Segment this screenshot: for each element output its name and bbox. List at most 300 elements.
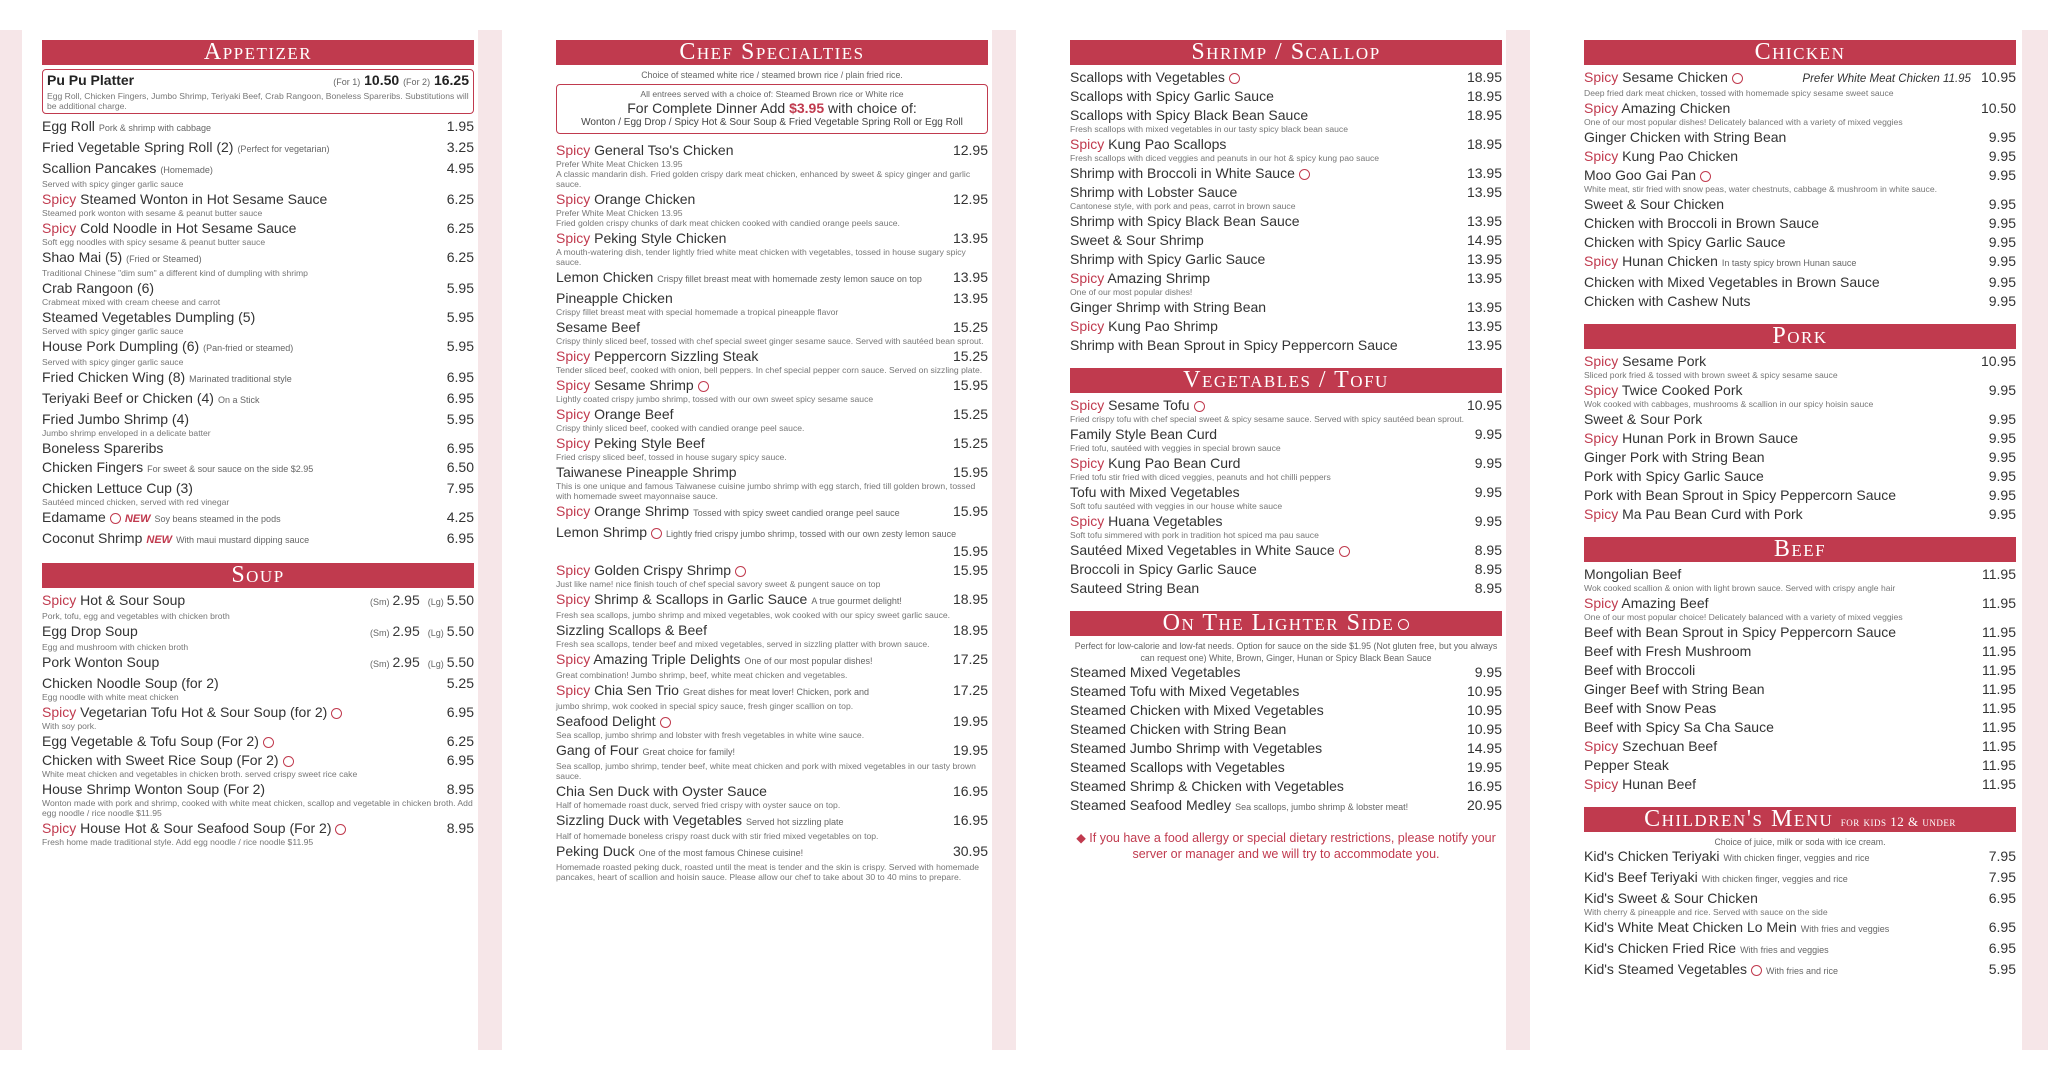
menu-item-name: Kid's Chicken Teriyaki <box>1584 848 1720 864</box>
menu-item-name: Steamed Jumbo Shrimp with Vegetables <box>1070 740 1323 756</box>
menu-item[interactable] <box>1584 382 2016 409</box>
menu-section <box>42 40 474 549</box>
menu-item-price: 6.95 <box>446 390 474 406</box>
menu-item-price: 11.95 <box>1982 719 2016 735</box>
menu-item-name-wrap <box>556 191 695 208</box>
menu-item-price-group <box>333 72 469 91</box>
menu-item[interactable] <box>1584 961 2016 980</box>
menu-item-name-wrap <box>1584 776 1696 793</box>
menu-item-name-wrap <box>42 781 265 798</box>
spicy-label: Spicy <box>42 704 81 720</box>
menu-item[interactable] <box>1070 136 1502 163</box>
menu-item[interactable] <box>42 752 474 779</box>
menu-item-name: Chia Sen Duck with Oyster Sauce <box>556 783 767 799</box>
menu-item-desc: Half of homemade boneless crispy roast duck with stir fried mixed vegetables on top. <box>556 831 879 841</box>
menu-item[interactable] <box>42 280 474 307</box>
menu-item-name: Cold Noodle in Hot Sesame Sauce <box>80 220 297 236</box>
menu-item-price: 9.95 <box>1988 293 2016 309</box>
menu-item-name: Sesame Tofu <box>1108 397 1190 413</box>
section-header <box>556 40 988 65</box>
menu-item-name: Pepper Steak <box>1584 757 1669 773</box>
menu-item-desc: Half of homemade roast duck, served fried crispy with oyster sauce on top. <box>556 800 841 810</box>
menu-item-desc: Fried crispy tofu with chef special sweet & spicy sesame sauce. Served with spicy sautéed bean sprout. <box>1070 414 1465 424</box>
menu-item[interactable] <box>1070 484 1502 511</box>
menu-item-name-wrap <box>1070 721 1286 738</box>
menu-item-name-wrap <box>1070 580 1199 597</box>
menu-item-name-wrap <box>1584 234 1786 251</box>
menu-item[interactable] <box>1584 940 2016 959</box>
menu-item[interactable] <box>1584 662 2016 679</box>
menu-item[interactable] <box>1070 184 1502 211</box>
menu-item[interactable] <box>42 459 474 478</box>
menu-item-price: 10.95 <box>1466 397 1502 413</box>
menu-item[interactable] <box>1070 513 1502 540</box>
menu-item-price: 13.95 <box>1466 337 1502 353</box>
menu-item-name-wrap <box>1070 232 1204 249</box>
menu-item-name-wrap <box>1070 165 1310 182</box>
spicy-label: Spicy <box>42 592 81 608</box>
menu-item-name: Amazing Beef <box>1621 595 1709 611</box>
menu-item[interactable] <box>556 464 988 501</box>
menu-item-name: Orange Beef <box>594 406 674 422</box>
menu-item-price: 2.95 <box>392 654 420 670</box>
menu-item-name: House Hot & Sour Seafood Soup (For 2) <box>80 820 332 836</box>
menu-item[interactable] <box>1584 643 2016 660</box>
menu-item[interactable] <box>556 142 988 189</box>
menu-item-desc: Fresh scallops with mixed vegetables in our tasty spicy black bean sauce <box>1070 124 1349 134</box>
menu-item-price: 9.95 <box>1988 274 2016 290</box>
menu-item[interactable] <box>1584 890 2016 917</box>
menu-item-name: House Shrimp Wonton Soup (For 2) <box>42 781 266 797</box>
menu-item[interactable] <box>42 411 474 438</box>
menu-item-price: 6.95 <box>1988 919 2016 935</box>
menu-item[interactable] <box>42 480 474 507</box>
menu-item-name-wrap <box>556 742 735 761</box>
menu-item-name: Fried Chicken Wing (8) <box>42 369 186 385</box>
menu-item-name: Moo Goo Gai Pan <box>1584 167 1697 183</box>
menu-item-desc: Sliced pork fried & tossed with brown sweet & spicy sesame sauce <box>1584 370 1838 380</box>
menu-item-inline-note: For sweet & sour sauce on the side $2.95 <box>147 464 314 474</box>
menu-item-name-wrap <box>1584 738 1717 755</box>
menu-item-name: Pork with Spicy Garlic Sauce <box>1584 468 1764 484</box>
menu-section <box>1584 537 2016 793</box>
menu-item[interactable] <box>1584 776 2016 793</box>
menu-item[interactable] <box>1584 449 2016 466</box>
menu-item[interactable] <box>556 503 988 522</box>
spicy-label: Spicy <box>1584 595 1622 611</box>
section-title: Vegetables / Tofu <box>1183 367 1389 393</box>
menu-item-name: Boneless Spareribs <box>42 440 164 456</box>
menu-item-inline-note: A true gourmet delight! <box>811 596 902 606</box>
menu-item[interactable] <box>42 623 474 652</box>
menu-item[interactable] <box>42 781 474 818</box>
menu-item[interactable] <box>1070 778 1502 795</box>
menu-item[interactable] <box>1584 719 2016 736</box>
section-note: Perfect for low-calorie and low-fat needs. Option for sauce on the side $1.95 (Not gluten free, but you always can request one) White, Brown, Ginger, Hunan or Spicy Black Bean Sauce <box>1074 641 1498 663</box>
menu-item-name-wrap <box>556 682 869 701</box>
menu-item[interactable] <box>1070 318 1502 335</box>
menu-item[interactable] <box>1584 196 2016 213</box>
menu-item-name-wrap <box>1070 683 1299 700</box>
menu-item-name: Steamed Mixed Vegetables <box>1070 664 1241 680</box>
menu-item-name: Hot & Sour Soup <box>80 592 186 608</box>
menu-item-name-wrap <box>1070 213 1300 230</box>
menu-item[interactable] <box>1584 738 2016 755</box>
menu-item[interactable] <box>556 622 988 649</box>
menu-item[interactable] <box>556 591 988 620</box>
menu-item[interactable] <box>1584 869 2016 888</box>
menu-item[interactable] <box>556 682 988 711</box>
menu-item-desc: Homemade roasted peking duck, roasted until the meat is tender and the skin is crispy. Served with homemade pancakes, heart of scallion and hoisin sauce. Please allow our chef to take about 30 to 40 mins to prepare. <box>556 862 980 882</box>
menu-item-name-wrap <box>556 713 671 730</box>
menu-item[interactable] <box>42 390 474 409</box>
menu-item[interactable] <box>556 562 988 589</box>
menu-item[interactable] <box>42 704 474 731</box>
menu-item-name-wrap <box>42 309 255 326</box>
menu-item-desc: Jumbo shrimp enveloped in a delicate batter <box>42 428 211 438</box>
menu-item-inline-note: One of the most famous Chinese cuisine! <box>638 848 804 858</box>
menu-item[interactable] <box>1070 88 1502 105</box>
menu-item[interactable] <box>556 742 988 781</box>
menu-item-name: Sizzling Duck with Vegetables <box>556 812 742 828</box>
menu-item[interactable] <box>1584 148 2016 165</box>
menu-item[interactable] <box>556 812 988 841</box>
menu-item-desc: One of our most popular dishes! Delicately balanced with a variety of mixed veggies <box>1584 117 1903 127</box>
menu-item-name-wrap <box>42 459 313 478</box>
menu-item-price: 13.95 <box>952 230 988 246</box>
menu-item[interactable] <box>42 733 474 750</box>
menu-item-inline-note: Great dishes for meat lover! Chicken, pork and <box>682 687 870 697</box>
menu-item[interactable] <box>556 348 988 375</box>
menu-item-inline-note: (Homemade) <box>160 165 213 175</box>
menu-item-name-wrap <box>556 435 705 452</box>
menu-item-price: 9.95 <box>1474 455 1502 471</box>
menu-item[interactable] <box>1070 397 1502 424</box>
section-title: Children's Menu <box>1644 806 1834 832</box>
menu-item-name: Beef with Bean Sprout in Spicy Peppercorn Sauce <box>1584 624 1897 640</box>
menu-item-name-wrap <box>556 290 673 307</box>
menu-item[interactable] <box>42 160 474 189</box>
menu-item-name: Steamed Tofu with Mixed Vegetables <box>1070 683 1300 699</box>
menu-item[interactable] <box>42 509 474 528</box>
menu-item-name: Peking Duck <box>556 843 635 859</box>
section-title: Chef Specialties <box>679 39 865 65</box>
menu-item[interactable] <box>1070 107 1502 134</box>
menu-item-desc: White meat chicken and vegetables in chicken broth. served crispy sweet rice cake <box>42 769 358 779</box>
menu-item[interactable] <box>1584 848 2016 867</box>
menu-item[interactable] <box>1070 683 1502 700</box>
menu-item-name: Chicken with Broccoli in Brown Sauce <box>1584 215 1819 231</box>
menu-item[interactable] <box>556 406 988 433</box>
menu-item[interactable] <box>1070 69 1502 86</box>
menu-item[interactable] <box>1584 506 2016 523</box>
menu-item-price: 8.95 <box>1474 561 1502 577</box>
menu-item[interactable] <box>42 249 474 278</box>
box-price: $3.95 <box>789 100 825 116</box>
menu-item-price: 9.95 <box>1988 487 2016 503</box>
menu-item-featured[interactable] <box>42 69 474 114</box>
menu-item-name: Seafood Delight <box>556 713 656 729</box>
menu-item-name: Chia Sen Trio <box>594 682 679 698</box>
menu-item[interactable] <box>1584 129 2016 146</box>
menu-item[interactable] <box>1070 426 1502 453</box>
menu-item[interactable] <box>42 369 474 388</box>
menu-item-name: Kid's Chicken Fried Rice <box>1584 940 1737 956</box>
chili-pepper-icon <box>335 824 346 835</box>
menu-item-name-wrap <box>1584 129 1786 146</box>
menu-item-name-wrap <box>556 622 707 639</box>
menu-item-price: 17.25 <box>952 651 988 667</box>
menu-item-name-wrap <box>1584 293 1751 310</box>
spicy-label: Spicy <box>1070 397 1109 413</box>
menu-item-price: 5.95 <box>446 280 474 296</box>
section-title: Shrimp / Scallop <box>1191 39 1381 65</box>
menu-item-name: Coconut Shrimp <box>42 530 143 546</box>
menu-item[interactable] <box>1584 919 2016 938</box>
menu-item-name: Sesame Pork <box>1622 353 1707 369</box>
chili-pepper-icon <box>331 708 342 719</box>
menu-item-inline-note: With fries and veggies <box>1800 924 1890 934</box>
menu-item-inline-note: Crispy fillet breast meat with homemade zesty lemon sauce on top <box>657 274 922 284</box>
menu-item-name-wrap <box>1584 382 1742 399</box>
menu-item[interactable] <box>42 309 474 336</box>
menu-item[interactable] <box>1070 270 1502 297</box>
menu-item-name: Shrimp & Scallops in Garlic Sauce <box>594 591 808 607</box>
menu-item-name-wrap <box>556 524 956 543</box>
menu-item-name-wrap <box>42 160 213 179</box>
menu-item[interactable] <box>1070 580 1502 597</box>
menu-item[interactable] <box>1584 69 2016 98</box>
menu-item[interactable] <box>1584 624 2016 641</box>
menu-item-desc: Crispy thinly sliced beef, cooked with candied orange peel sauce. <box>556 423 805 433</box>
menu-item[interactable] <box>1584 566 2016 593</box>
menu-item[interactable] <box>1070 740 1502 757</box>
menu-item-price: 11.95 <box>1982 662 2016 678</box>
menu-item[interactable] <box>1584 757 2016 774</box>
menu-item[interactable] <box>1070 759 1502 776</box>
menu-item-name: Ginger Chicken with String Bean <box>1584 129 1787 145</box>
menu-item-price: 5.50 <box>446 654 474 670</box>
size-label: (Lg) <box>427 628 444 638</box>
menu-item-name: Steamed Seafood Medley <box>1070 797 1232 813</box>
menu-item[interactable] <box>1070 455 1502 482</box>
menu-item[interactable] <box>1584 487 2016 504</box>
menu-item-price: 9.95 <box>1474 664 1502 680</box>
menu-item-name: Crab Rangoon (6) <box>42 280 155 296</box>
menu-item-price: 19.95 <box>952 742 988 758</box>
menu-item-desc: Fried crispy sliced beef, tossed in house sugary spicy sauce. <box>556 452 787 462</box>
box-line-2a: For Complete Dinner Add <box>627 100 786 116</box>
menu-item[interactable] <box>1584 353 2016 380</box>
menu-item[interactable] <box>556 524 988 560</box>
menu-item-inline-note: (Pan-fried or steamed) <box>203 343 294 353</box>
menu-item[interactable] <box>1584 595 2016 622</box>
menu-item[interactable] <box>1584 253 2016 272</box>
chili-pepper-icon <box>1751 965 1762 976</box>
menu-item[interactable] <box>1070 561 1502 578</box>
menu-item[interactable] <box>1584 293 2016 310</box>
menu-item-name-wrap <box>1584 167 1711 184</box>
menu-item-price: 17.25 <box>952 682 988 698</box>
menu-item[interactable] <box>556 783 988 810</box>
menu-item-price: 13.95 <box>952 269 988 285</box>
menu-item[interactable] <box>556 435 988 462</box>
menu-item-name-wrap <box>42 390 259 409</box>
size-label: (Sm) <box>369 628 390 638</box>
menu-item[interactable] <box>1584 234 2016 251</box>
section-note: Choice of steamed white rice / steamed brown rice / plain fried rice. <box>641 70 903 80</box>
menu-item-price: 10.50 <box>1980 100 2016 116</box>
menu-item-price: 1.95 <box>446 118 474 134</box>
menu-item[interactable] <box>1070 299 1502 316</box>
menu-item[interactable] <box>556 290 988 317</box>
menu-item-inline-note: With fries and veggies <box>1740 945 1829 955</box>
menu-item-price: 9.95 <box>1988 129 2016 145</box>
menu-item[interactable] <box>1584 100 2016 127</box>
menu-item[interactable] <box>1070 721 1502 738</box>
menu-item[interactable] <box>42 440 474 457</box>
menu-item-price: 6.95 <box>446 530 474 546</box>
menu-item-name: Pork Wonton Soup <box>42 654 160 670</box>
menu-item[interactable] <box>42 820 474 847</box>
menu-item-price: 16.95 <box>952 812 988 828</box>
menu-item[interactable] <box>1070 797 1502 816</box>
menu-item[interactable] <box>556 230 988 267</box>
menu-item-name-wrap <box>1070 318 1218 335</box>
menu-item-price: 4.25 <box>446 509 474 525</box>
menu-item[interactable] <box>42 338 474 367</box>
menu-item-name-wrap <box>1070 397 1205 414</box>
menu-item[interactable] <box>42 139 474 158</box>
menu-item-name-wrap <box>1584 253 1856 272</box>
menu-item-inline-note: (Perfect for vegetarian) <box>237 144 330 154</box>
gutter-3 <box>1506 30 1530 1050</box>
gutter-1 <box>478 30 502 1050</box>
menu-item[interactable] <box>1070 165 1502 182</box>
spicy-label: Spicy <box>556 435 595 451</box>
menu-item-name-wrap <box>1584 411 1702 428</box>
spicy-label: Spicy <box>1584 506 1623 522</box>
menu-item-price: 15.25 <box>952 406 988 422</box>
menu-item-name-wrap <box>1070 136 1226 153</box>
menu-item-name: Chicken Lettuce Cup (3) <box>42 480 193 496</box>
menu-item-name: Steamed Chicken with String Bean <box>1070 721 1287 737</box>
menu-item-price: 13.95 <box>1466 184 1502 200</box>
menu-item[interactable] <box>556 269 988 288</box>
menu-item[interactable] <box>42 191 474 218</box>
menu-item-name: Sweet & Sour Shrimp <box>1070 232 1204 248</box>
menu-item-price: 19.95 <box>952 713 988 729</box>
menu-item[interactable] <box>1584 274 2016 291</box>
menu-item-name: Sweet & Sour Pork <box>1584 411 1703 427</box>
menu-item-name-wrap <box>1584 700 1716 717</box>
menu-item-subline: Prefer White Meat Chicken 13.95 <box>556 159 683 169</box>
menu-item[interactable] <box>1070 702 1502 719</box>
menu-item-name-wrap <box>1070 251 1265 268</box>
menu-item[interactable] <box>1584 411 2016 428</box>
menu-item-name-wrap <box>42 118 211 137</box>
chili-pepper-icon <box>1732 73 1743 84</box>
menu-item[interactable] <box>556 713 988 740</box>
menu-item[interactable] <box>1584 167 2016 194</box>
menu-item-name: Hunan Pork in Brown Sauce <box>1622 430 1798 446</box>
menu-item[interactable] <box>42 654 474 673</box>
menu-item-name: Golden Crispy Shrimp <box>594 562 732 578</box>
menu-item-name: Twice Cooked Pork <box>1621 382 1743 398</box>
menu-item-name: Shrimp with Spicy Black Bean Sauce <box>1070 213 1300 229</box>
menu-item[interactable] <box>1584 468 2016 485</box>
menu-item[interactable] <box>42 675 474 702</box>
menu-item-name: Kid's Beef Teriyaki <box>1584 869 1698 885</box>
menu-item[interactable] <box>556 651 988 680</box>
menu-item[interactable] <box>1584 215 2016 232</box>
section-header <box>1070 611 1502 636</box>
menu-item-name: Beef with Fresh Mushroom <box>1584 643 1752 659</box>
menu-item[interactable] <box>1584 430 2016 447</box>
menu-section <box>556 40 988 882</box>
menu-item-price: 13.95 <box>1466 299 1502 315</box>
spicy-label: Spicy <box>42 220 81 236</box>
menu-item-name-wrap <box>1584 506 1803 523</box>
menu-item[interactable] <box>1584 681 2016 698</box>
menu-item[interactable] <box>1070 232 1502 249</box>
menu-item[interactable] <box>556 319 988 346</box>
menu-item-name: Chicken with Mixed Vegetables in Brown Sauce <box>1584 274 1880 290</box>
menu-item[interactable] <box>42 530 474 549</box>
section-subtitle: for kids 12 & under <box>1840 814 1956 829</box>
section-header <box>1070 40 1502 65</box>
menu-item-price: 9.95 <box>1988 148 2016 164</box>
menu-item-name-wrap <box>1584 430 1798 447</box>
menu-item[interactable] <box>556 377 988 404</box>
menu-item-name: Amazing Triple Delights <box>593 651 741 667</box>
menu-item[interactable] <box>1070 542 1502 559</box>
gutter-outer-left <box>0 30 22 1050</box>
menu-item[interactable] <box>1070 664 1502 681</box>
menu-item-price: 5.25 <box>446 675 474 691</box>
menu-item-price: 10.95 <box>1466 702 1502 718</box>
menu-item-name-wrap <box>1584 662 1695 679</box>
menu-item-desc: Fresh scallops with diced veggies and peanuts in our hot & spicy kung pao sauce <box>1070 153 1380 163</box>
menu-item-inline-note: With chicken finger, veggies and rice <box>1701 874 1848 884</box>
menu-item-name-wrap <box>1070 455 1240 472</box>
menu-item[interactable] <box>42 592 474 621</box>
menu-column-2 <box>556 40 988 896</box>
menu-item[interactable] <box>42 118 474 137</box>
menu-item[interactable] <box>1070 251 1502 268</box>
menu-item-name: Ginger Beef with String Bean <box>1584 681 1765 697</box>
chili-pepper-icon <box>660 717 671 728</box>
menu-item[interactable] <box>556 843 988 882</box>
menu-item[interactable] <box>1070 213 1502 230</box>
menu-item[interactable] <box>42 220 474 247</box>
menu-item-desc: Pork, tofu, egg and vegetables with chicken broth <box>42 611 230 621</box>
chili-pepper-icon <box>1700 171 1711 182</box>
menu-item-name-wrap <box>1584 681 1765 698</box>
menu-item-price: 6.95 <box>446 440 474 456</box>
menu-item-name-wrap <box>1070 702 1324 719</box>
menu-item-name-wrap <box>556 269 922 288</box>
menu-item-name: Ma Pau Bean Curd with Pork <box>1622 506 1803 522</box>
menu-item-price: 6.95 <box>1988 890 2016 906</box>
menu-item[interactable] <box>1070 337 1502 354</box>
chili-pepper-icon <box>110 513 121 524</box>
menu-item[interactable] <box>556 191 988 228</box>
menu-item-name-wrap <box>42 249 202 268</box>
menu-item-name: Shrimp with Lobster Sauce <box>1070 184 1238 200</box>
menu-item-name: Sizzling Scallops & Beef <box>556 622 707 638</box>
menu-item[interactable] <box>1584 700 2016 717</box>
